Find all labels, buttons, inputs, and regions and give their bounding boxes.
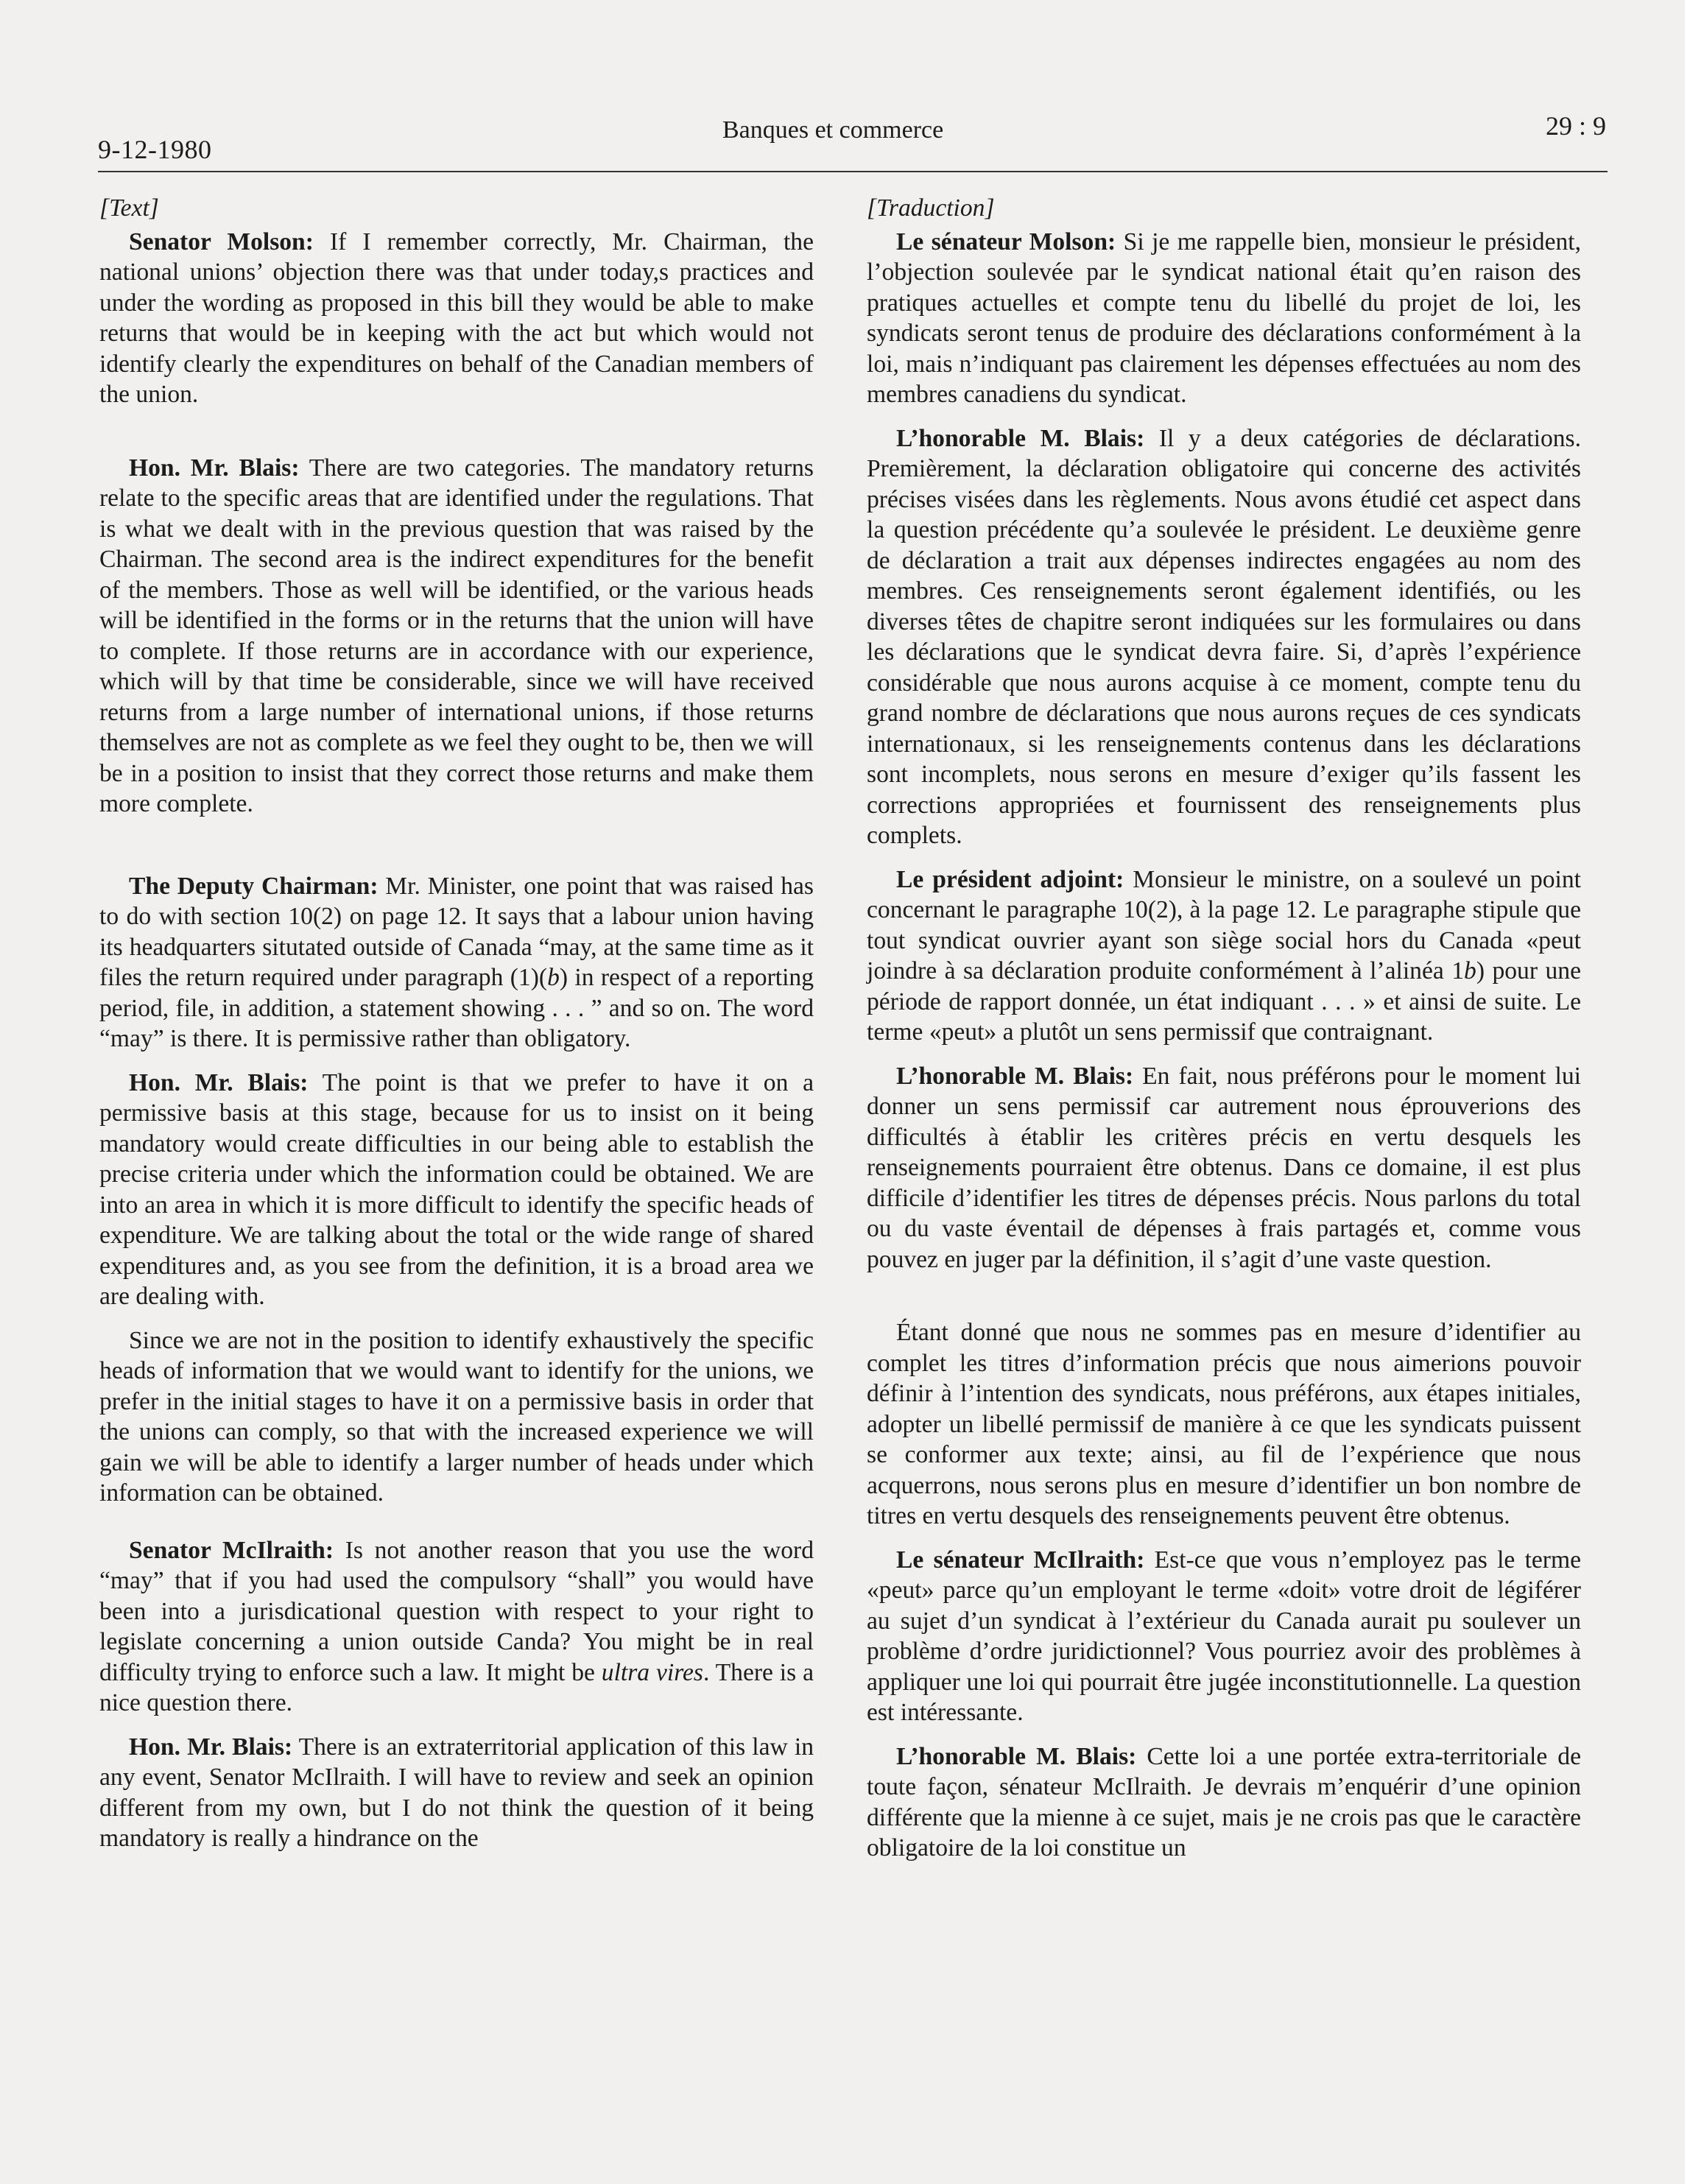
paragraph-text: ) pour une période de rapport donnée, un état indiquant . . . » et ainsi de suite. Le terme «peut» a plutôt un sens permissif que contraignant. bbox=[867, 957, 1581, 1046]
paragraph-text: . There is a nice question there. bbox=[99, 1658, 814, 1716]
paragraph-italic-text: b bbox=[1464, 957, 1476, 984]
speaker-name: Senator McIlraith: bbox=[129, 1536, 334, 1564]
running-header bbox=[98, 110, 1606, 169]
paragraph-text: The point is that we prefer to have it on a permissive basis at this stage, because for us to insist on it being mandatory would create difficulties in our being able to establish the precise criteria under which the information could be obtained. We are into an area in which it is more difficult to identify the specific heads of expenditure. We are talking about the total or the wide range of shared expenditures and, as you see from the definition, it is a broad area we are dealing with. bbox=[99, 1068, 814, 1310]
paragraph-continuation-en bbox=[99, 1325, 814, 1509]
speaker-name: The Deputy Chairman: bbox=[129, 872, 379, 900]
left-column-english bbox=[99, 193, 814, 1854]
paragraph-text: Is not another reason that you use the word “may” that if you had used the compulsory “shall” you would have been into a jurisdicational question with respect to your right to legislate concerning a union outside Canda? You might be in real difficulty trying to enforce such a law. It might be bbox=[99, 1536, 814, 1686]
speaker-name: Hon. Mr. Blais: bbox=[129, 1068, 309, 1096]
paragraph-blais-fr-1 bbox=[867, 423, 1581, 851]
paragraph-text: Si je me rappelle bien, monsieur le président, l’objection soulevée par le syndicat national était qu’en raison des pratiques actuelles et compte tenu du libellé du projet de loi, les syndicats seront tenus de produire des déclarations conformément à la loi, mais n’indiquant pas clairement les dépenses effectuées au nom des membres canadiens du syndicat. bbox=[867, 228, 1581, 408]
paragraph-text: Il y a deux catégories de déclarations. Premièrement, la déclaration obligatoire qui concerne des activités précises visées dans les règlements. Nous avons étudié cet aspect dans la question précédente qu’a soulevée le président. Le deuxième genre de déclaration a trait aux dépenses indirectes engagées au nom des membres. Ces renseignements seront également identifiés, ou les diverses têtes de chapitre seront indiquées sur les formulaires ou dans les déclarations que le syndicat devra faire. Si, d’après l’expérience considérable que nous aurons acquise à ce moment, compte tenu du grand nombre de déclarations que nous aurons reçues de ces syndicats internationaux, si les renseignements contenus dans les déclarations sont incomplets, nous serons en mesure d’exiger qu’ils fassent les corrections appropriées et fournissent des renseignements plus complets. bbox=[867, 424, 1581, 849]
header-rule bbox=[98, 171, 1608, 172]
paragraph-italic-text: ultra vires bbox=[601, 1658, 703, 1686]
speaker-name: Hon. Mr. Blais: bbox=[129, 1733, 293, 1761]
language-tag-traduction: [Traduction] bbox=[867, 194, 995, 222]
paragraph-mcilraith-en bbox=[99, 1535, 814, 1719]
paragraph-text: Est-ce que vous n’employez pas le terme «peut» parce qu’un employant le terme «doit» votre droit de légiférer au sujet d’un syndicat à l’extérieur du Canada aurait pu soulever un problème d’ordre juridictionnel? Vous pourriez avoir des problèmes à appliquer une loi qui pourrait être jugée inconstitutionnelle. La question est intéressante. bbox=[867, 1546, 1582, 1726]
paragraph-molson-en bbox=[99, 227, 814, 410]
header-page-number: 29 : 9 bbox=[1545, 111, 1606, 141]
speaker-name: Le président adjoint: bbox=[896, 865, 1124, 893]
paragraph-blais-en-3 bbox=[99, 1732, 814, 1854]
speaker-name: L’honorable M. Blais: bbox=[896, 424, 1145, 452]
paragraph-text: Monsieur le ministre, on a soulevé un point concernant le paragraphe 10(2), à la page 12. Le paragraphe stipule que tout syndicat ouvrier ayant son siège social hors du Canada «peut joindre à sa déclaration produite conformément à l’alinéa 1 bbox=[867, 865, 1581, 984]
right-column-french bbox=[867, 193, 1581, 1864]
speaker-name: L’honorable M. Blais: bbox=[896, 1742, 1137, 1770]
paragraph-text: Cette loi a une portée extra-territoriale de toute façon, sénateur McIlraith. Je devrais m’enquérir d’une opinion différente que la mienne à ce sujet, mais je ne crois pas que le caractère obligatoire de la loi constitue un bbox=[867, 1742, 1581, 1861]
speaker-name: Senator Molson: bbox=[129, 228, 314, 256]
paragraph-text: ) in respect of a reporting period, file, in addition, a statement showing . . . ” and so on. The word “may” is there. It is permissive rather than obligatory. bbox=[99, 964, 814, 1052]
speaker-name: Hon. Mr. Blais: bbox=[129, 454, 300, 482]
paragraph-text: There is an extraterritorial application of this law in any event, Senator McIlraith. I will have to review and seek an opinion different from my own, but I do not think the question of it being mandatory is really a hindrance on the bbox=[99, 1733, 814, 1852]
header-title: Banques et commerce bbox=[722, 116, 944, 144]
language-tag-text: [Text] bbox=[99, 194, 159, 222]
paragraph-text: En fait, nous préférons pour le moment lui donner un sens permissif car autrement nous éprouverions des difficultés à établir les critères précis en vertu desquels les renseignements pourraient être obtenus. Dans ce domaine, il est plus difficile d’identifier les titres de dépenses précis. Nous parlons du total ou du vaste éventail de dépenses à frais partagés et, comme vous pouvez en juger par la définition, il s’agit d’une vaste question. bbox=[867, 1062, 1582, 1273]
paragraph-blais-fr-2 bbox=[867, 1061, 1581, 1275]
paragraph-blais-en-2 bbox=[99, 1068, 814, 1312]
paragraph-molson-fr bbox=[867, 227, 1581, 410]
paragraph-text: Mr. Minister, one point that was raised has to do with section 10(2) on page 12. It says that a labour union having its headquarters situtated outside of Canada “may, at the same time as it files the return required under paragraph (1)( bbox=[99, 872, 814, 991]
paragraph-blais-en-1 bbox=[99, 453, 814, 820]
paragraph-blais-fr-3 bbox=[867, 1741, 1581, 1864]
paragraph-italic-text: b bbox=[547, 964, 560, 991]
paragraph-text: If I remember correctly, Mr. Chairman, the national unions’ objection there was that under today,s practices and under the wording as proposed in this bill they would be able to make returns that would be in keeping with the act but which would not identify clearly the expenditures on behalf of the Canadian members of the union. bbox=[99, 228, 814, 408]
page-edge bbox=[1685, 0, 1704, 2184]
paragraph-deputy-chairman-fr bbox=[867, 864, 1581, 1048]
paragraph-deputy-chairman-en bbox=[99, 871, 814, 1054]
header-date: 9-12-1980 bbox=[98, 135, 212, 164]
paragraph-text: Étant donné que nous ne sommes pas en mesure d’identifier au complet les titres d’information précis que nous aimerions pouvoir définir à l’intention des syndicats, nous préférons, aux étapes initiales, adopter un libellé permissif de manière à ce que les syndicats puissent se conformer aux texte; ainsi, au fil de l’expérience que nous acquerrons, nous serons plus en mesure d’identifier un bon nombre de titres en vertu desquels des renseignements peuvent être obtenus. bbox=[867, 1319, 1581, 1529]
speaker-name: Le sénateur McIlraith: bbox=[896, 1546, 1145, 1574]
paragraph-continuation-fr bbox=[867, 1317, 1581, 1532]
speaker-name: L’honorable M. Blais: bbox=[896, 1062, 1134, 1090]
paragraph-mcilraith-fr bbox=[867, 1545, 1581, 1728]
paragraph-text: Since we are not in the position to identify exhaustively the specific heads of information that we would want to identify for the unions, we prefer in the initial stages to have it on a permissive basis in order that the unions can comply, so that with the increased experience we will gain we will be able to identify a larger number of heads under which information can be obtained. bbox=[99, 1326, 814, 1507]
speaker-name: Le sénateur Molson: bbox=[896, 228, 1116, 256]
paragraph-text: There are two categories. The mandatory returns relate to the specific areas that are identified under the regulations. That is what we dealt with in the previous question that was raised by the Chairman. The second area is the indirect expenditures for the benefit of the members. Those as well will be identified, or the various heads will be identified in the forms or in the returns that the union will have to complete. If those returns are in accordance with our experience, which will by that time be considerable, since we will have received returns from a large number of international unions, if those returns themselves are not as complete as we feel they ought to be, then we will be in a position to insist that they correct those returns and make them more complete. bbox=[99, 454, 814, 817]
